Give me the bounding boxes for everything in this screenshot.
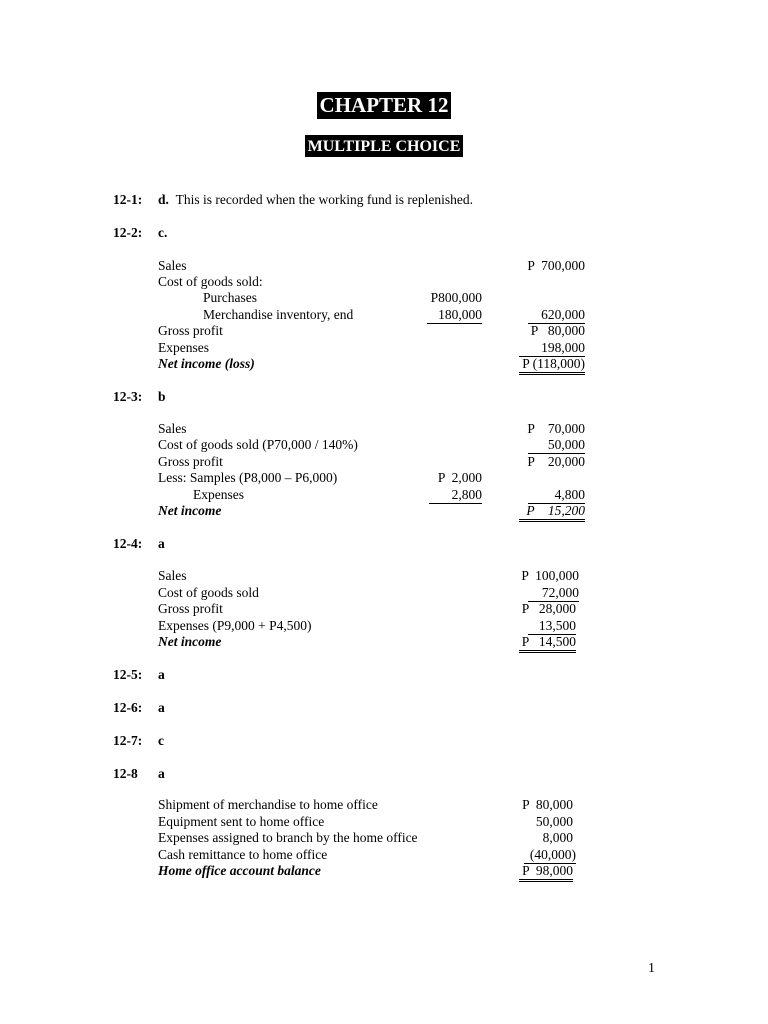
row-label: Cost of goods sold: (158, 274, 263, 289)
row-total: 198,000 (519, 340, 585, 357)
question-number: 12-8 (113, 766, 138, 781)
row-label: Cash remittance to home office (158, 847, 328, 862)
answer-letter: a (158, 667, 165, 682)
row-label: Purchases (203, 290, 257, 305)
statement-row (158, 634, 588, 650)
statement-row (158, 437, 588, 453)
row-total: 4,800 (528, 487, 585, 504)
row-label: Shipment of merchandise to home office (158, 797, 378, 812)
question-number: 12-5: (113, 667, 143, 682)
answer-letter: c (158, 733, 164, 748)
statement-row (158, 356, 588, 372)
row-label: Merchandise inventory, end (203, 307, 354, 322)
row-label: Sales (158, 421, 187, 436)
statement-row (158, 323, 588, 339)
question-number: 12-6: (113, 700, 143, 715)
row-label: Equipment sent to home office (158, 814, 325, 829)
row-amount: 2,800 (429, 487, 482, 504)
row-total: P 28,000 (521, 601, 576, 616)
statement-row (158, 618, 588, 634)
chapter-title (0, 92, 768, 119)
statement-row (158, 814, 588, 830)
row-total: 620,000 (528, 307, 585, 324)
statement-row (158, 830, 588, 846)
row-total: 8,000 (542, 830, 573, 845)
statement-row (158, 290, 588, 306)
question-number: 12-7: (113, 733, 143, 748)
answer-letter: a (158, 536, 165, 551)
statement-row (158, 503, 588, 519)
row-label: Less: Samples (P8,000 – P6,000) (158, 470, 338, 485)
statement-row (158, 421, 588, 437)
row-label: Expenses (193, 487, 244, 502)
section-title-text: MULTIPLE CHOICE (305, 135, 464, 157)
answer-letter: b (158, 389, 166, 404)
row-label: Expenses (P9,000 + P4,500) (158, 618, 312, 633)
row-label: Home office account balance (158, 863, 321, 878)
statement-row (158, 568, 588, 584)
question-number: 12-3: (113, 389, 143, 404)
row-total: (40,000) (524, 847, 576, 864)
question-number: 12-1: (113, 192, 143, 207)
statement-row (158, 601, 588, 617)
row-total: 50,000 (528, 437, 585, 454)
row-label: Gross profit (158, 323, 223, 338)
statement-row (158, 585, 588, 601)
section-title (0, 135, 768, 157)
statement-row (158, 340, 588, 356)
statement-row (158, 454, 588, 470)
row-total: P 20,000 (527, 454, 585, 469)
statement-row (158, 307, 588, 323)
row-label: Net income (loss) (158, 356, 255, 371)
row-total: P 700,000 (527, 258, 585, 273)
row-label: Net income (158, 634, 222, 649)
row-total: P 15,200 (519, 503, 585, 522)
answer-explanation: This is recorded when the working fund is replenished. (175, 192, 473, 207)
answer-letter: d. (158, 192, 169, 207)
row-total: 72,000 (528, 585, 579, 602)
row-total: P 80,000 (522, 797, 573, 812)
row-total: P (118,000) (519, 356, 585, 375)
row-total: P 100,000 (521, 568, 579, 583)
page-number: 1 (648, 961, 655, 976)
statement-row (158, 863, 588, 879)
statement-row (158, 487, 588, 503)
row-label: Expenses assigned to branch by the home office (158, 830, 418, 845)
row-label: Sales (158, 568, 187, 583)
answer-letter: a (158, 700, 165, 715)
row-label: Gross profit (158, 454, 223, 469)
row-total: P 80,000 (530, 323, 585, 338)
row-total: P 70,000 (527, 421, 585, 436)
row-total: 50,000 (535, 814, 573, 829)
row-label: Cost of goods sold (P70,000 / 140%) (158, 437, 358, 452)
chapter-title-text: CHAPTER 12 (317, 92, 452, 119)
row-amount: P 2,000 (437, 470, 482, 485)
question-number: 12-2: (113, 225, 143, 240)
statement-row (158, 274, 588, 290)
row-total: P 14,500 (519, 634, 576, 653)
answer (158, 192, 473, 208)
statement-row (158, 847, 588, 863)
row-label: Net income (158, 503, 222, 518)
statement-row (158, 470, 588, 486)
row-amount: 180,000 (427, 307, 482, 324)
statement-row (158, 258, 588, 274)
question-number: 12-4: (113, 536, 143, 551)
row-label: Gross profit (158, 601, 223, 616)
answer-letter: a (158, 766, 165, 781)
statement-row (158, 797, 588, 813)
row-label: Sales (158, 258, 187, 273)
row-total: 13,500 (528, 618, 576, 635)
row-amount: P800,000 (430, 290, 482, 305)
row-total: P 98,000 (519, 863, 573, 882)
row-label: Cost of goods sold (158, 585, 259, 600)
row-label: Expenses (158, 340, 209, 355)
answer-letter: c. (158, 225, 168, 240)
